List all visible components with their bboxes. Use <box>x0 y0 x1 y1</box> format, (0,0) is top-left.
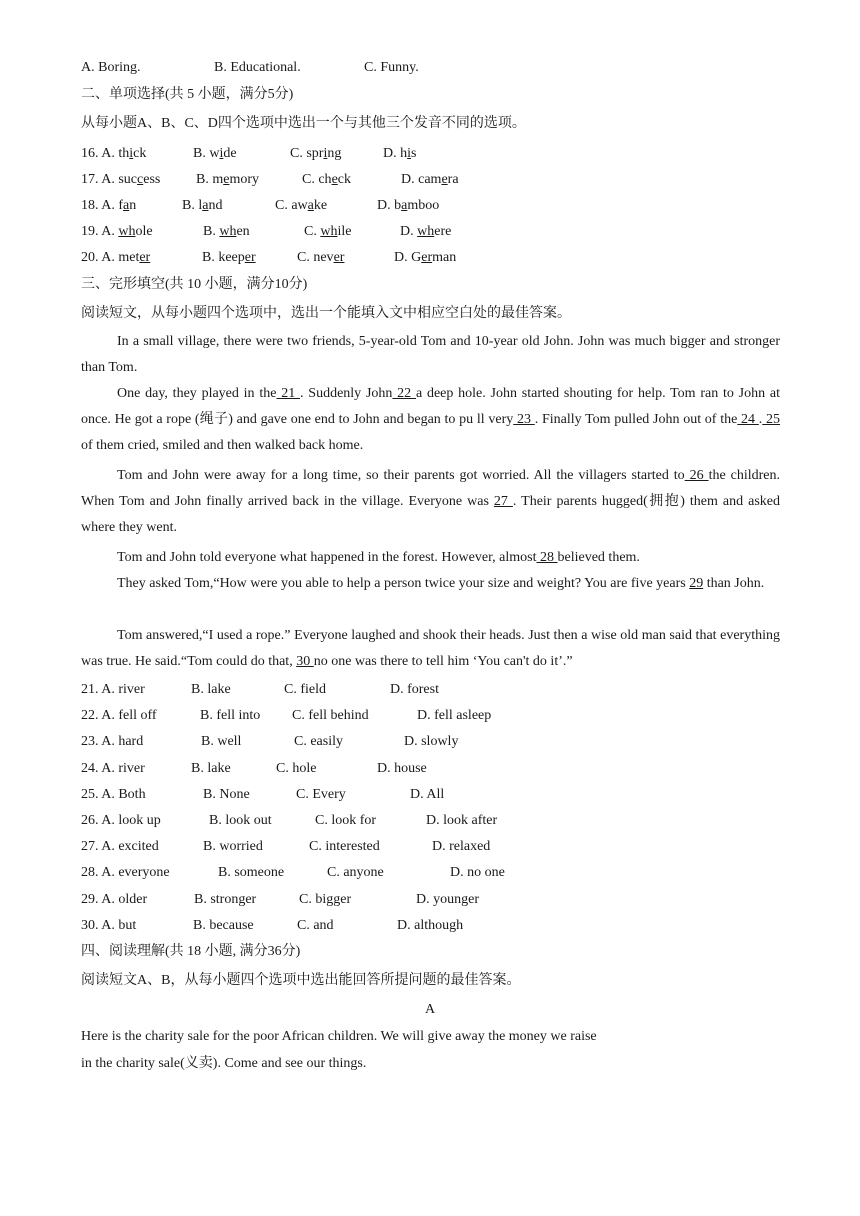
q24-option-c <box>276 760 316 778</box>
q21-option-d <box>390 681 439 699</box>
q29-option-b <box>194 891 256 909</box>
option-text: D. forest <box>390 682 439 697</box>
question-number: 29. <box>81 891 102 907</box>
question-number: 19. <box>81 224 102 239</box>
q15-option-c: C. Funny. <box>364 60 419 75</box>
q26-option-c <box>315 812 376 830</box>
q22-option-a <box>81 707 157 725</box>
word-part: ck <box>337 172 351 187</box>
q25-option-b <box>203 786 250 804</box>
q20-option-b <box>202 249 256 267</box>
cloze-text: a deep hole. John started shouting for help. Tom ran to John at once. He got a rope (绳子) and gave one end to John and began to pu ll very <box>81 386 781 427</box>
option-text: B. worried <box>203 839 263 855</box>
word-part: A. met <box>101 250 140 265</box>
option-text: D. no one <box>450 865 505 881</box>
cloze-text: believed them. <box>557 550 640 565</box>
blank-26: 26 <box>684 468 709 483</box>
cloze-paragraph-3 <box>81 463 780 541</box>
section3-instruction: 阅读短文，从每小题四个选项中，选出一个能填入文中相应空白处的最佳答案。 <box>81 306 571 321</box>
option-text: B. look out <box>209 813 272 828</box>
blank-22: 22 <box>392 386 416 401</box>
option-text: D. younger <box>416 891 479 907</box>
q18-option-c <box>275 197 327 215</box>
word-part: D. <box>400 224 418 239</box>
word-part: man <box>432 250 457 265</box>
q28-option-b <box>218 864 284 882</box>
option-text: C. anyone <box>327 865 384 881</box>
cloze-paragraph-6 <box>81 623 780 675</box>
option-text: B. well <box>201 734 242 750</box>
word-part: A. th <box>101 146 130 161</box>
option-text: B. lake <box>191 760 231 776</box>
passage-line-1: Here is the charity sale for the poor African children. We will give away the money we raise <box>81 1029 597 1044</box>
cloze-text: of them cried, smiled and then walked back home. <box>81 438 364 453</box>
q17-option-a <box>81 171 160 189</box>
blank-23: 23 <box>513 412 535 427</box>
word-part: A. suc <box>101 172 138 187</box>
q19-option-a <box>81 223 153 241</box>
underlined-sound: a <box>202 198 209 213</box>
word-part: B. m <box>196 172 224 187</box>
option-text: C. fell behind <box>292 708 369 724</box>
q26-option-b <box>209 812 272 830</box>
q28-option-c <box>327 864 384 882</box>
q17-option-d <box>401 171 459 189</box>
underlined-sound: er <box>421 250 433 265</box>
underlined-sound: wh <box>417 224 435 239</box>
question-number: 28. <box>81 865 102 881</box>
cloze-text: no one was there to tell him ‘You can't do it’.” <box>313 654 573 669</box>
q16-option-a <box>81 145 146 163</box>
q16-option-b <box>193 145 237 163</box>
q24-option-d <box>377 760 427 778</box>
q18-option-b <box>182 197 222 215</box>
underlined-sound: i <box>407 146 412 161</box>
option-text: D. All <box>410 786 445 802</box>
q15-option-b: B. Educational. <box>214 60 301 75</box>
q26-option-d <box>426 812 497 830</box>
option-text: A. look up <box>101 813 161 828</box>
cloze-text: Tom and John were away for a long time, so their parents got worried. All the villagers started to <box>117 468 685 483</box>
section2-instruction: 从每小题A、B、C、D四个选项中选出一个与其他三个发音不同的选项。 <box>81 116 526 131</box>
q20-option-a <box>81 249 150 267</box>
q16-option-d <box>383 145 416 163</box>
word-part: B. keep <box>202 250 245 265</box>
q23-option-c <box>294 733 343 751</box>
q19-option-c <box>304 223 351 241</box>
option-text: D. relaxed <box>432 839 491 855</box>
cloze-text: One day, they played in the <box>117 386 277 401</box>
word-part: mboo <box>407 198 440 213</box>
word-part: ra <box>447 172 459 187</box>
question-number: 20. <box>81 250 102 265</box>
word-part: ole <box>135 224 153 239</box>
underlined-sound: er <box>333 250 345 265</box>
blank-27: 27 <box>493 494 513 509</box>
option-text: C. look for <box>315 813 377 828</box>
word-part: ile <box>337 224 352 239</box>
option-text: D. house <box>377 760 427 776</box>
cloze-text: They asked Tom,“How were you able to help a person twice your size and weight? You are five years <box>117 576 690 591</box>
section4-instruction: 阅读短文A、B，从每小题四个选项中选出能回答所提问题的最佳答案。 <box>81 973 521 988</box>
underlined-sound: a <box>123 198 130 213</box>
option-text: A. hard <box>101 734 144 750</box>
word-part: C. <box>304 224 321 239</box>
q30-option-c <box>297 917 334 935</box>
underlined-sound: i <box>219 146 224 161</box>
q21-option-b <box>191 681 231 699</box>
q28-option-d <box>450 864 505 882</box>
q27-option-b <box>203 838 263 856</box>
word-part: ng <box>327 146 342 161</box>
q29-option-d <box>416 891 479 909</box>
option-text: A. older <box>101 891 148 907</box>
q18-option-d <box>377 197 439 215</box>
word-part: D. cam <box>401 172 442 187</box>
section3-heading: 三、完形填空(共 10 小题，满分10分) <box>81 277 308 292</box>
word-part: C. nev <box>297 250 334 265</box>
word-part: D. h <box>383 146 408 161</box>
underlined-sound: i <box>129 146 134 161</box>
q24-option-b <box>191 760 231 778</box>
option-text: A. river <box>101 682 145 697</box>
word-part: C. spr <box>290 146 324 161</box>
blank-30: 30 <box>296 654 314 669</box>
q21-option-c <box>284 681 326 699</box>
q20-option-d <box>394 249 456 267</box>
option-text: D. although <box>397 917 464 933</box>
q24-option-a <box>81 760 145 778</box>
cloze-text: the children. When Tom and John finally arrived back in the village. Everyone was <box>81 468 780 509</box>
q26-option-a <box>81 812 161 830</box>
option-text: C. bigger <box>299 891 352 907</box>
word-part: B. l <box>182 198 203 213</box>
option-text: B. None <box>203 786 250 802</box>
cloze-text: Tom and John told everyone what happened in the forest. However, almost <box>117 550 537 565</box>
option-text: D. slowly <box>404 734 459 750</box>
cloze-paragraph-1: In a small village, there were two friends, 5-year-old Tom and 10-year old John. John was much bigger and stronger than Tom. <box>81 334 780 375</box>
q30-option-b <box>193 917 254 935</box>
underlined-sound: a <box>401 198 408 213</box>
underlined-sound: wh <box>320 224 338 239</box>
word-part: mory <box>229 172 260 187</box>
option-text: A. but <box>101 917 137 933</box>
question-number: 16. <box>81 146 102 161</box>
underlined-sound: e <box>223 172 230 187</box>
q25-option-d <box>410 786 444 804</box>
q19-option-d <box>400 223 451 241</box>
q27-option-d <box>432 838 490 856</box>
blank-21: 21 <box>276 386 300 401</box>
word-part: en <box>236 224 250 239</box>
question-number: 23. <box>81 734 102 750</box>
word-part: s <box>411 146 417 161</box>
cloze-paragraph-5 <box>81 571 780 597</box>
cloze-text: . Suddenly John <box>300 386 393 401</box>
q22-option-d <box>417 707 491 725</box>
q30-option-a <box>81 917 136 935</box>
word-part: ke <box>313 198 328 213</box>
q17-option-c <box>302 171 351 189</box>
option-text: C. field <box>284 682 326 697</box>
q23-option-b <box>201 733 241 751</box>
q29-option-a <box>81 891 147 909</box>
option-text: C. interested <box>309 839 380 855</box>
option-text: A. excited <box>101 839 159 855</box>
q19-option-b <box>203 223 250 241</box>
q29-option-c <box>299 891 351 909</box>
blank-24: 24 <box>737 412 759 427</box>
q21-option-a <box>81 681 145 699</box>
q22-option-b <box>200 707 260 725</box>
q23-option-d <box>404 733 458 751</box>
q27-option-a <box>81 838 159 856</box>
word-part: ck <box>133 146 147 161</box>
cloze-paragraph-4 <box>81 545 780 571</box>
q18-option-a <box>81 197 136 215</box>
option-text: B. stronger <box>194 891 257 907</box>
underlined-sound: er <box>244 250 256 265</box>
question-number: 26. <box>81 813 102 828</box>
cloze-text: . Their parents hugged(拥抱) them and asked where they went. <box>81 494 781 535</box>
blank-29: 29 <box>689 576 704 591</box>
blank-28: 28 <box>536 550 558 565</box>
underlined-sound: a <box>307 198 314 213</box>
underlined-sound: er <box>139 250 151 265</box>
word-part: ess <box>143 172 161 187</box>
option-text: B. because <box>193 917 254 933</box>
q16-option-c <box>290 145 341 163</box>
question-number: 21. <box>81 682 102 697</box>
option-text: C. and <box>297 917 334 933</box>
word-part: de <box>223 146 237 161</box>
option-text: B. lake <box>191 682 231 697</box>
option-text: B. fell into <box>200 708 261 724</box>
q22-option-c <box>292 707 369 725</box>
underlined-sound: e <box>331 172 338 187</box>
option-text: C. hole <box>276 760 317 776</box>
word-part: A. <box>101 224 119 239</box>
word-part: B. <box>203 224 220 239</box>
option-text: C. easily <box>294 734 343 750</box>
word-part: ere <box>434 224 452 239</box>
q28-option-a <box>81 864 170 882</box>
question-number: 24. <box>81 760 102 776</box>
option-text: A. fell off <box>101 708 157 724</box>
passage-label: A <box>424 1002 436 1017</box>
question-number: 17. <box>81 172 102 187</box>
underlined-sound: wh <box>118 224 136 239</box>
q27-option-c <box>309 838 380 856</box>
option-text: D. fell asleep <box>417 708 492 724</box>
cloze-text: . Finally Tom pulled John out of the <box>534 412 738 427</box>
word-part: C. aw <box>275 198 308 213</box>
question-number: 30. <box>81 917 102 933</box>
passage-line-2: in the charity sale(义卖). Come and see our things. <box>81 1056 367 1071</box>
q23-option-a <box>81 733 143 751</box>
q25-option-c <box>296 786 346 804</box>
question-number: 27. <box>81 839 102 855</box>
word-part: C. ch <box>302 172 332 187</box>
word-part: A. f <box>101 198 124 213</box>
word-part: n <box>129 198 137 213</box>
word-part: D. b <box>377 198 402 213</box>
question-number: 22. <box>81 708 102 724</box>
question-number: 18. <box>81 198 102 213</box>
word-part: B. w <box>193 146 220 161</box>
q30-option-d <box>397 917 463 935</box>
q25-option-a <box>81 786 146 804</box>
option-text: C. Every <box>296 786 346 802</box>
option-text: A. Both <box>101 786 146 802</box>
cloze-text: Tom answered,“I used a rope.” Everyone laughed and shook their heads. Just then a wise old man said that everything was true. He said.“Tom could do that, <box>81 628 780 669</box>
section2-heading: 二、单项选择(共 5 小题，满分5分) <box>81 87 294 102</box>
word-part: D. G <box>394 250 422 265</box>
underlined-sound: wh <box>219 224 237 239</box>
word-part: nd <box>208 198 223 213</box>
option-text: A. river <box>101 760 145 776</box>
option-text: A. everyone <box>101 865 170 881</box>
question-number: 25. <box>81 786 102 802</box>
q17-option-b <box>196 171 259 189</box>
section4-heading: 四、阅读理解(共 18 小题, 满分36分) <box>81 944 301 959</box>
q20-option-c <box>297 249 344 267</box>
underlined-sound: c <box>137 172 144 187</box>
q15-option-a: A. Boring. <box>81 60 141 75</box>
option-text: D. look after <box>426 813 498 828</box>
cloze-text: than John. <box>703 576 765 591</box>
cloze-paragraph-2 <box>81 381 780 459</box>
option-text: B. someone <box>218 865 285 881</box>
underlined-sound: e <box>441 172 448 187</box>
blank-25: 25 <box>762 412 781 427</box>
underlined-sound: i <box>323 146 328 161</box>
cloze-text: . <box>758 412 763 427</box>
